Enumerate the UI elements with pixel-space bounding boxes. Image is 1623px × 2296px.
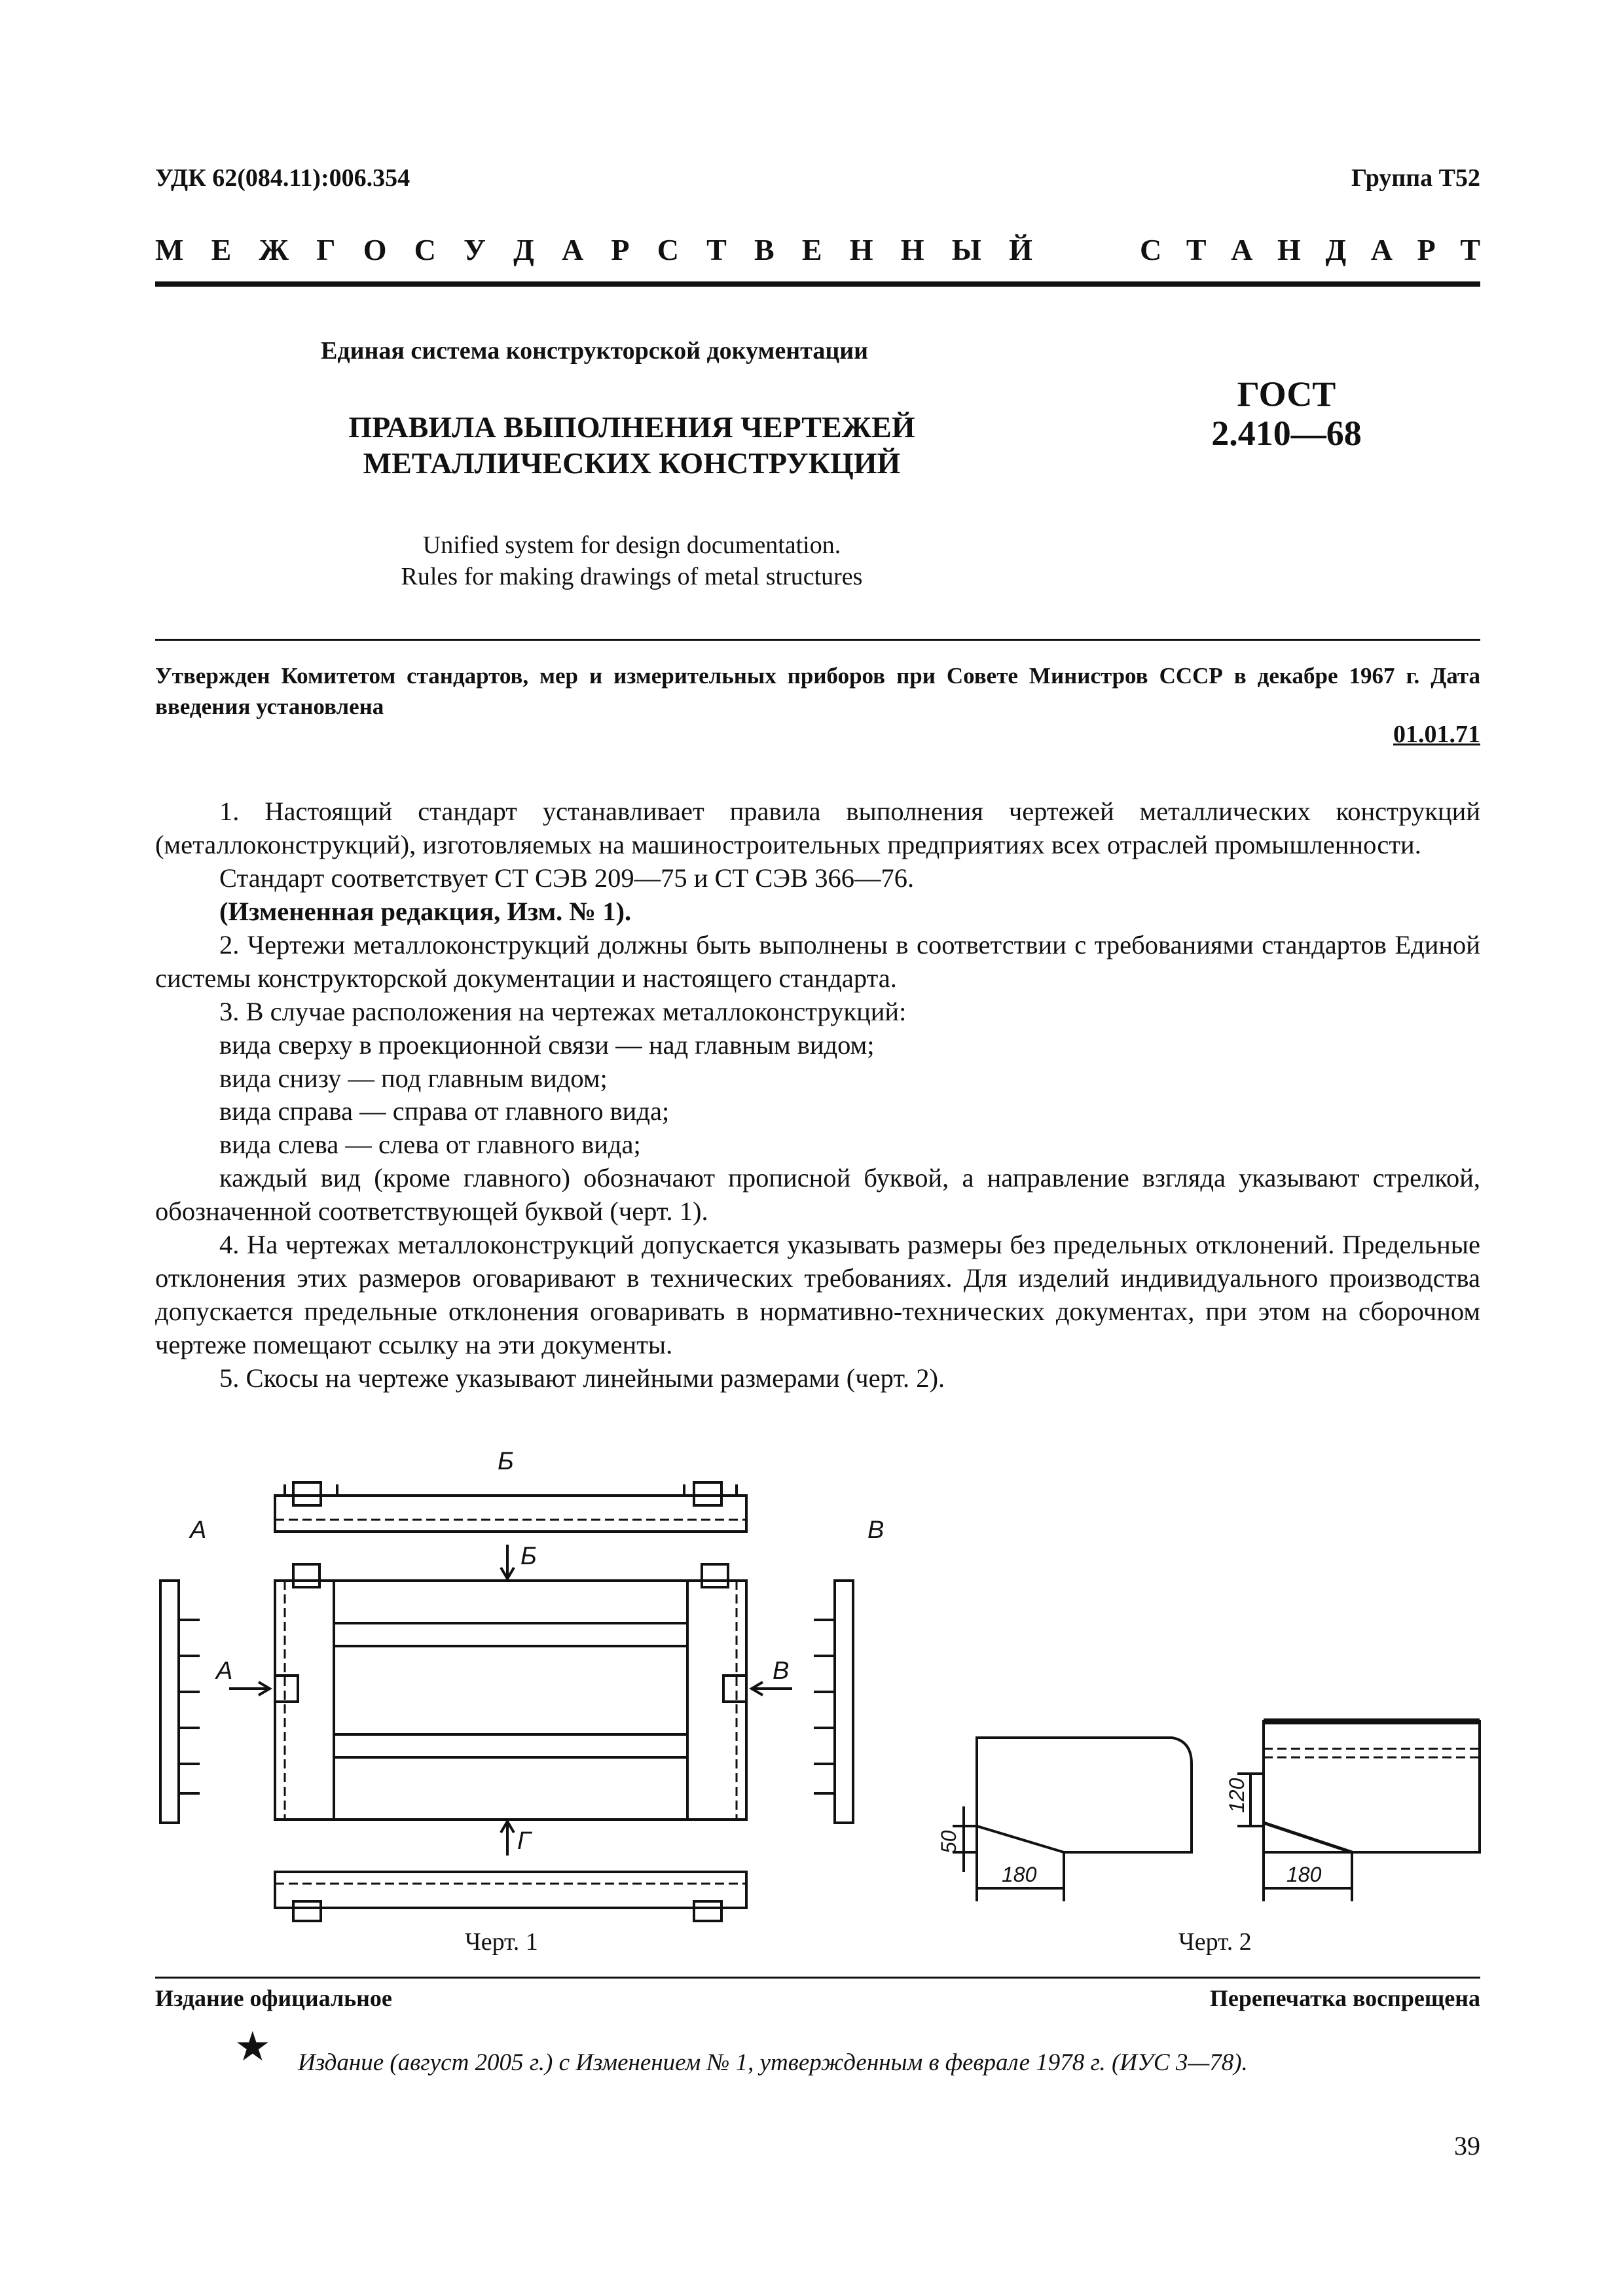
english-title-line-2: Rules for making drawings of metal structures (401, 562, 863, 590)
paragraph-4: 3. В случае расположения на чертежах металлоконструкций: (219, 996, 907, 1026)
paragraph-2: Стандарт соответствует СТ СЭВ 209—75 и СТ СЭВ 366—76. (219, 863, 915, 893)
amendment-note: (Измененная редакция, Изм. № 1). (219, 896, 632, 926)
banner-word-standard: С Т А Н Д А Р Т (1140, 233, 1480, 266)
list-item-bottom-view: вида снизу — под главным видом; (219, 1063, 608, 1093)
gost-number: 2.410—68 (1211, 414, 1362, 454)
paragraph-5: каждый вид (кроме главного) обозначают прописной буквой, а направление взгляда указывают стрелкой, обозначенной соответствующей буквой (черт. 1). (155, 1163, 1480, 1227)
header-rule (155, 281, 1480, 287)
view-label-right: В (867, 1516, 884, 1544)
figure-2-drawing (917, 1702, 1493, 1918)
footer-rule (155, 1977, 1480, 1979)
dim-b-height: 120 (1225, 1778, 1249, 1813)
title-rule (155, 639, 1480, 641)
approval-text: Утвержден Комитетом стандартов, мер и измерительных приборов при Совете Министров СССР в декабре 1967 г. Дата введения установлена (155, 663, 1480, 719)
paragraph-1: 1. Настоящий стандарт устанавливает правила выполнения чертежей металлических конструкций (металлоконструкций), изготовляемых на машиностроительных предприятиях всех отраслей промышленности. (155, 797, 1480, 859)
official-edition-label: Издание официальное (155, 1985, 392, 2011)
paragraph-3: 2. Чертежи металлоконструкций должны быть выполнены в соответствии с требованиями стандартов Единой системы конструкторской документации и настоящего стандарта. (155, 929, 1480, 993)
view-label-top: Б (498, 1448, 514, 1475)
figure-1-drawing (151, 1440, 936, 1924)
standard-banner (155, 232, 1480, 267)
group-code: Группа Т52 (1351, 164, 1480, 192)
star-icon: ★ (234, 2025, 271, 2070)
arrow-label-top: Б (520, 1543, 537, 1570)
figure-2-caption: Черт. 2 (1178, 1928, 1252, 1956)
english-title (327, 530, 936, 592)
paragraph-7: 5. Скосы на чертеже указывают линейными размерами (черт. 2). (219, 1363, 945, 1393)
list-item-top-view: вида сверху в проекционной связи — над главным видом; (219, 1030, 875, 1060)
english-title-line-1: Unified system for design documentation. (422, 531, 841, 559)
arrow-label-bottom: Г (517, 1827, 531, 1855)
paragraph-6: 4. На чертежах металлоконструкций допускается указывать размеры без предельных отклонений. Предельные отклонения этих размеров оговаривают в технических требованиях. Для изделий индивидуального производства допускается предельные отклонения оговаривать в нормативно-технических документах, при этом на сборочном чертеже помещают ссылку на эти документы. (155, 1230, 1480, 1359)
list-item-right-view: вида справа — справа от главного вида; (219, 1096, 670, 1126)
figure-1-caption: Черт. 1 (465, 1928, 538, 1956)
title-line-1: ПРАВИЛА ВЫПОЛНЕНИЯ ЧЕРТЕЖЕЙ (348, 410, 915, 444)
title-line-2: МЕТАЛЛИЧЕСКИХ КОНСТРУКЦИЙ (363, 446, 901, 480)
view-label-left: А (190, 1516, 207, 1544)
dim-a-width: 180 (1002, 1863, 1037, 1886)
document-title (288, 409, 976, 481)
arrow-label-left: А (216, 1657, 233, 1685)
introduction-date: 01.01.71 (1393, 721, 1480, 748)
arrow-label-right: В (773, 1657, 790, 1685)
body-text (155, 795, 1480, 1395)
edition-note: Издание (август 2005 г.) с Изменением № 1, утвержденным в феврале 1978 г. (ИУС 3—78). (298, 2049, 1248, 2076)
dim-a-height: 50 (937, 1830, 960, 1854)
banner-word-interstate: М Е Ж Г О С У Д А Р С Т В Е Н Н Ы Й (155, 233, 1032, 266)
list-item-left-view: вида слева — слева от главного вида; (219, 1130, 641, 1160)
dim-b-width: 180 (1286, 1863, 1322, 1886)
page-number: 39 (1454, 2131, 1480, 2161)
series-name: Единая система конструкторской документации (321, 337, 868, 365)
gost-label: ГОСТ (1237, 374, 1336, 414)
reprint-prohibited-label: Перепечатка воспрещена (1209, 1985, 1480, 2011)
udk-code: УДК 62(084.11):006.354 (155, 164, 410, 192)
gost-designation (1198, 374, 1375, 454)
